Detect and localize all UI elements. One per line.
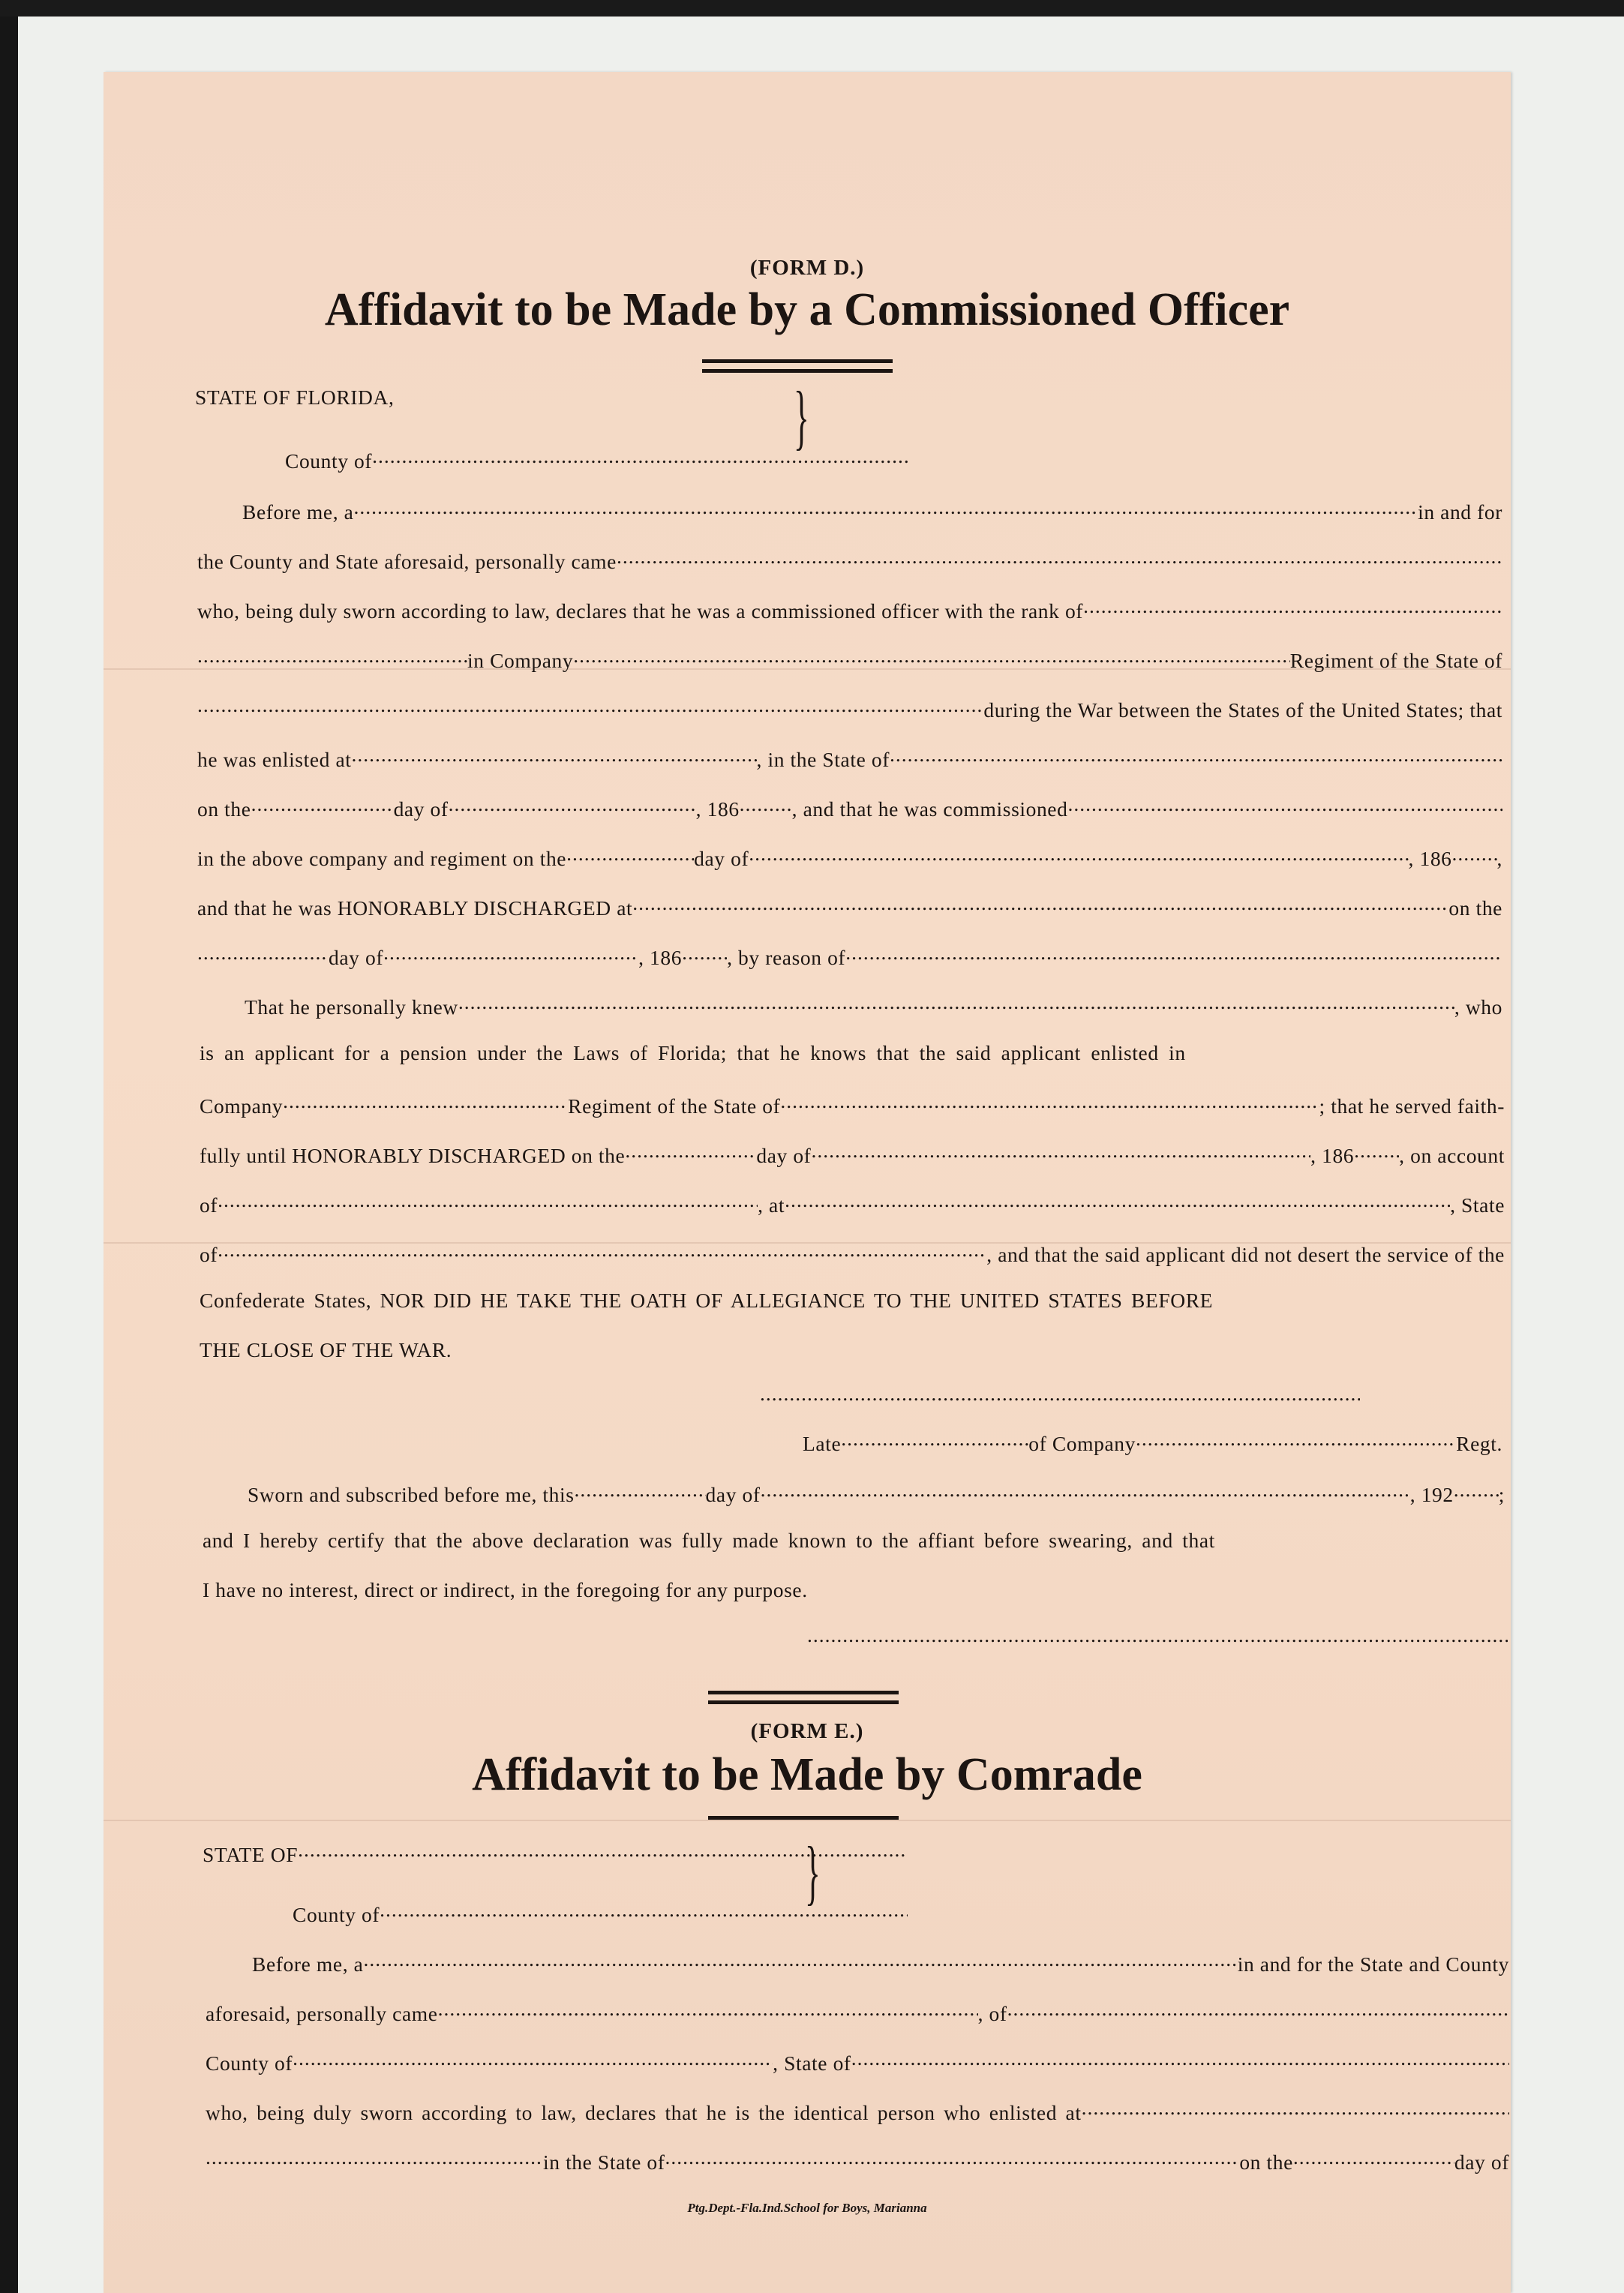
title-rule <box>708 1816 899 1820</box>
form-d-line-15: of ..... , at ..... , State <box>200 1190 1505 1217</box>
form-d-line-13: Company ..... Regiment of the State of ..... ; that he served faith- <box>200 1091 1505 1118</box>
form-d-line-4: ..... in Company ..... Regiment of the State of <box>197 645 1502 673</box>
certify-line-1: and I hereby certify that the above declaration was fully made known to the affiant before swearing, and that <box>203 1529 1215 1552</box>
form-d-line-12: is an applicant for a pension under the Laws of Florida; that he knows that the said applicant enlisted in <box>200 1041 1186 1064</box>
certify-line-2: I have no interest, direct or indirect, in the foregoing for any purpose. <box>203 1578 808 1601</box>
officer-signature-line <box>807 1625 1508 1647</box>
form-d-line-3: who, being duly sworn according to law, declares that he was a commissioned officer with the rank of ..... <box>197 596 1502 623</box>
title-rule <box>702 359 893 363</box>
scan-top-border <box>0 0 1624 17</box>
form-e-line-5: ..... in the State of ..... on the ..... day of <box>206 2147 1509 2174</box>
state-line: STATE OF FLORIDA, <box>195 386 395 409</box>
signature-line <box>760 1383 1360 1406</box>
form-e-line-2: aforesaid, personally came ..... , of ..... <box>206 1998 1509 2026</box>
brace-icon: } <box>805 1832 821 1912</box>
scan-left-border <box>0 17 18 2293</box>
form-e-title: Affidavit to be Made by Comrade <box>472 1749 1142 1800</box>
form-e-state-line: STATE OF ..... <box>203 1839 908 1867</box>
form-d-line-1: Before me, a ..... in and for <box>242 497 1502 524</box>
county-line: County of ..... <box>285 446 908 473</box>
title-rule <box>708 1691 899 1694</box>
form-d-line-16: of ..... , and that the said applicant did not desert the service of the <box>200 1239 1505 1267</box>
title-rule <box>708 1700 899 1704</box>
form-d-title: Affidavit to be Made by a Commissioned Officer <box>324 284 1290 335</box>
form-d-line-17: Confederate States, NOR DID HE TAKE THE OATH OF ALLEGIANCE TO THE UNITED STATES BEFORE <box>200 1289 1214 1312</box>
document-page <box>104 72 1511 2293</box>
brace-icon: } <box>794 377 809 457</box>
form-e-county-line: County of ..... <box>293 1899 908 1927</box>
form-e-line-3: County of ..... , State of ..... <box>206 2048 1509 2075</box>
form-d-label: (FORM D.) <box>749 256 865 280</box>
late-line: Late ..... of Company ..... Regt. <box>803 1428 1502 1456</box>
sworn-line: Sworn and subscribed before me, this ..... day of ..... , 192 ..... ; <box>248 1479 1505 1507</box>
form-d-line-6: he was enlisted at ..... , in the State of ..... <box>197 744 1502 772</box>
form-e-line-1: Before me, a ..... in and for the State and County <box>252 1949 1509 1976</box>
form-d-line-9: and that he was HONORABLY DISCHARGED at ..... on the <box>197 893 1502 920</box>
printer-credit: Ptg.Dept.-Fla.Ind.School for Boys, Marianna <box>687 2201 927 2215</box>
form-e-label: (FORM E.) <box>750 1719 864 1743</box>
title-rule <box>702 369 893 373</box>
form-d-line-5: ..... during the War between the States of the United States; that <box>197 695 1502 722</box>
form-d-line-18: THE CLOSE OF THE WAR. <box>200 1338 452 1361</box>
form-d-line-7: on the ..... day of ..... , 186 ..... , and that he was commissioned ..... <box>197 794 1502 821</box>
form-d-line-14: fully until HONORABLY DISCHARGED on the ..... day of ..... , 186 ..... , on account <box>200 1140 1505 1168</box>
form-d-line-2: the County and State aforesaid, personally came ..... <box>197 546 1502 574</box>
form-e-line-4: who, being duly sworn according to law, declares that he is the identical person who enlisted at ..... <box>206 2097 1509 2125</box>
form-d-line-8: in the above company and regiment on the ..... day of ..... , 186 ..... , <box>197 843 1502 871</box>
form-d-line-10: ..... day of ..... , 186 ..... , by reason of ..... <box>197 942 1502 970</box>
fold-crease <box>104 1820 1511 1821</box>
form-d-line-11: That he personally knew ..... , who <box>245 992 1502 1019</box>
